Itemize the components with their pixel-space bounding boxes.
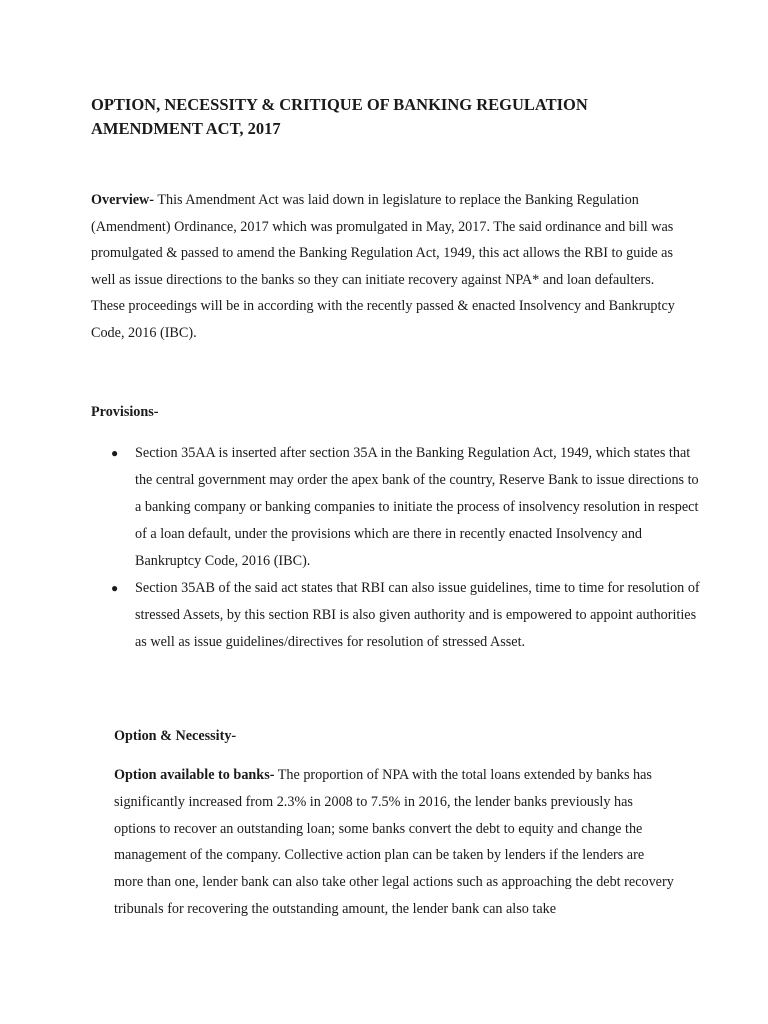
provision-item — [91, 440, 701, 575]
document-title: OPTION, NECESSITY & CRITIQUE OF BANKING REGULATION AMENDMENT ACT, 2017 — [91, 95, 588, 138]
overview-paragraph — [91, 187, 691, 346]
bullet-icon: ● — [111, 581, 119, 595]
option-text: The proportion of NPA with the total loans extended by banks has significantly increased from 2.3% in 2008 to 7.5% in 2016, the lender banks previously has options to recover an outstanding loan; some banks convert the debt to equity and change the management of the company. Collective action plan can be taken by lenders if the lenders are more than one, lender bank can also take other legal actions such as approaching the debt recovery tribunals for recovering the outstanding amount, the lender bank can also take — [114, 767, 674, 917]
provisions-list — [91, 440, 701, 656]
provision-text: Section 35AB of the said act states that RBI can also issue guidelines, time to time for resolution of stressed Assets, by this section RBI is also given authority and is empowered to appoint authorities as well as issue guidelines/directives for resolution of stressed Asset. — [135, 580, 700, 650]
provision-text: Section 35AA is inserted after section 35A in the Banking Regulation Act, 1949, which states that the central government may order the apex bank of the country, Reserve Bank to issue directions to a banking company or banking companies to initiate the process of insolvency resolution in respect of a loan default, under the provisions which are there in recently enacted Insolvency and Bankruptcy Code, 2016 (IBC). — [135, 445, 699, 569]
overview-label: Overview- — [91, 192, 155, 208]
option-label: Option available to banks- — [114, 767, 275, 783]
bullet-icon: ● — [111, 446, 119, 460]
overview-text: This Amendment Act was laid down in legislature to replace the Banking Regulation (Amendment) Ordinance, 2017 which was promulgated in May, 2017. The said ordinance and bill was promulgated & passed to amend the Banking Regulation Act, 1949, this act allows the RBI to guide as well as issue directions to the banks so they can initiate recovery against NPA* and loan defaulters. These proceedings will be in according with the recently passed & enacted Insolvency and Bankruptcy Code, 2016 (IBC). — [91, 192, 675, 341]
option-paragraph — [114, 762, 674, 923]
option-necessity-heading: Option & Necessity- — [114, 728, 237, 744]
provision-item — [91, 575, 701, 656]
provisions-heading: Provisions- — [91, 404, 159, 420]
